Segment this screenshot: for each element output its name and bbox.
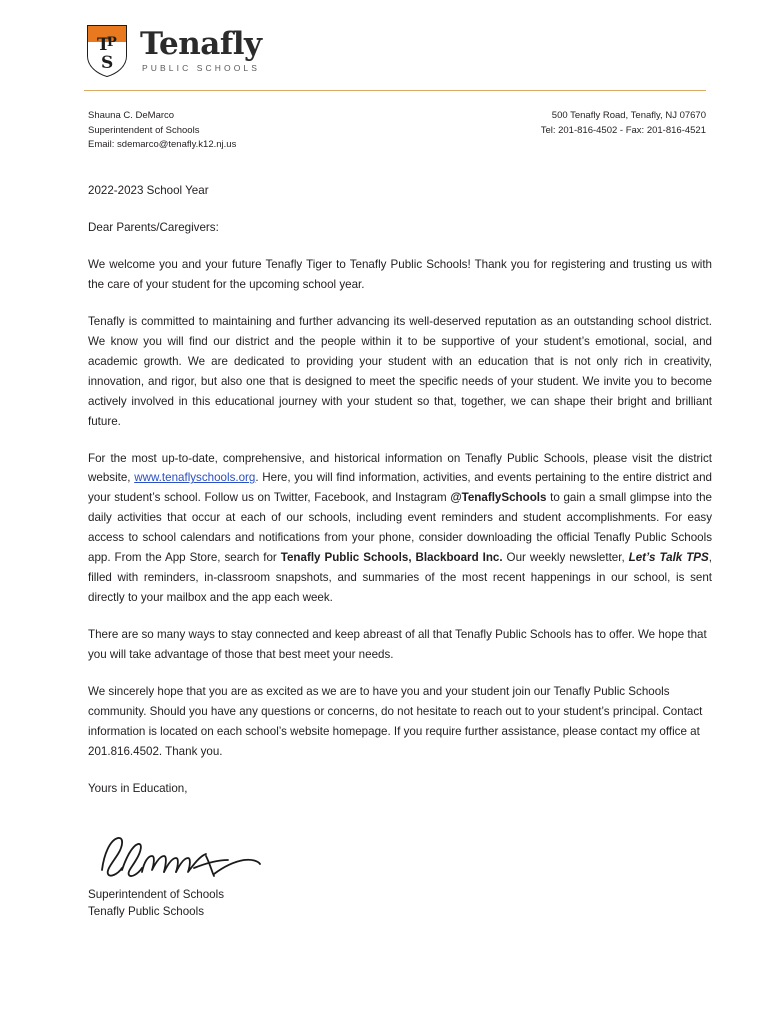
p3-text-a: For the most up-to-date, comprehensive, and historical information on Tenafly Public Schools, please visit the district website, (88, 451, 712, 485)
sender-info (88, 109, 236, 153)
p3-text-e: , filled with reminders, in-classroom snapshots, and summaries of the most recent happenings in our school, is sent directly to your mailbox and the app each week. (88, 551, 712, 605)
p3-text-b: . Here, you will find information, activities, and events pertaining to the entire district and your student’s school. Follow us on Twitter, Facebook, and Instagram (88, 471, 712, 505)
paragraph-connect (88, 449, 712, 609)
svg-text:T: T (97, 35, 110, 55)
letter-body (0, 153, 770, 798)
logo-subtitle: PUBLIC SCHOOLS (142, 63, 261, 74)
paragraph-closing-note: We sincerely hope that you are as excited as we are to have you and your student join our Tenafly Public Schools community. Should you have any questions or concerns, do not hesitate to reach out to your student’s principal. Contact information is located on each school’s website homepage. If you require further assistance, please contact my office at 201.816.4502. Thank you. (88, 684, 703, 758)
paragraph-welcome: We welcome you and your future Tenafly Tiger to Tenafly Public Schools! Thank you for registering and trusting us with the care of your student for the upcoming school year. (88, 258, 712, 291)
p3-text-c: to gain a small glimpse into the daily activities that occur at each of our schools, including event reminders and student accomplishments. For easy access to school calendars and notifications from your phone, consider downloading the official Tenafly Public Schools app. From the App Store, search for (88, 491, 712, 565)
paragraph-stay-connected: There are so many ways to stay connected and keep abreast of all that Tenafly Public Schools has to offer. We hope that you will take advantage of those that best meet your needs. (88, 628, 707, 661)
svg-text:S: S (101, 53, 114, 73)
newsletter-name: Let’s Talk TPS (628, 551, 709, 565)
logo-word: Tenafly (140, 26, 262, 63)
signature-org-line: Tenafly Public Schools (88, 904, 204, 918)
signature-titles (88, 886, 712, 921)
school-year: 2022-2023 School Year (88, 184, 209, 198)
social-handle: @TenaflySchools (450, 491, 547, 505)
p3-text-d: Our weekly newsletter, (502, 551, 629, 565)
signature-block (0, 816, 770, 921)
district-website-link[interactable]: www.tenaflyschools.org (134, 471, 256, 485)
contact-header (0, 91, 770, 153)
paragraph-commitment: Tenafly is committed to maintaining and further advancing its well-deserved reputation as an outstanding school district. We know you will find our district and the people within it to be supportive of your student’s emotional, social, and academic growth. We are dedicated to providing your student with an education that is not only rich in creativity, innovation, and rigor, but also one that is designed to meet the specific needs of your student. We invite you to become actively involved in this educational journey with your student so that, together, we can shape their bright and brilliant future. (88, 314, 712, 428)
district-address: 500 Tenafly Road, Tenafly, NJ 07670 (551, 110, 706, 121)
letterhead (0, 0, 770, 91)
sender-name: Shauna C. DeMarco (88, 110, 175, 121)
district-address-info (541, 109, 706, 153)
sender-title: Superintendent of Schools (88, 124, 200, 136)
district-logo (84, 22, 706, 80)
tenafly-shield-logo-icon (84, 24, 130, 78)
svg-text:P: P (107, 35, 117, 50)
salutation: Dear Parents/Caregivers: (88, 221, 219, 235)
handwritten-signature-icon (94, 830, 264, 884)
signature-title-line: Superintendent of Schools (88, 887, 225, 901)
app-store-name: Tenafly Public Schools, Blackboard Inc. (280, 551, 503, 565)
sender-email: Email: sdemarco@tenafly.k12.nj.us (88, 139, 237, 151)
logo-wordmark (140, 26, 262, 74)
district-phone-fax: Tel: 201-816-4502 - Fax: 201-816-4521 (540, 124, 706, 136)
closing-line: Yours in Education, (88, 781, 188, 795)
